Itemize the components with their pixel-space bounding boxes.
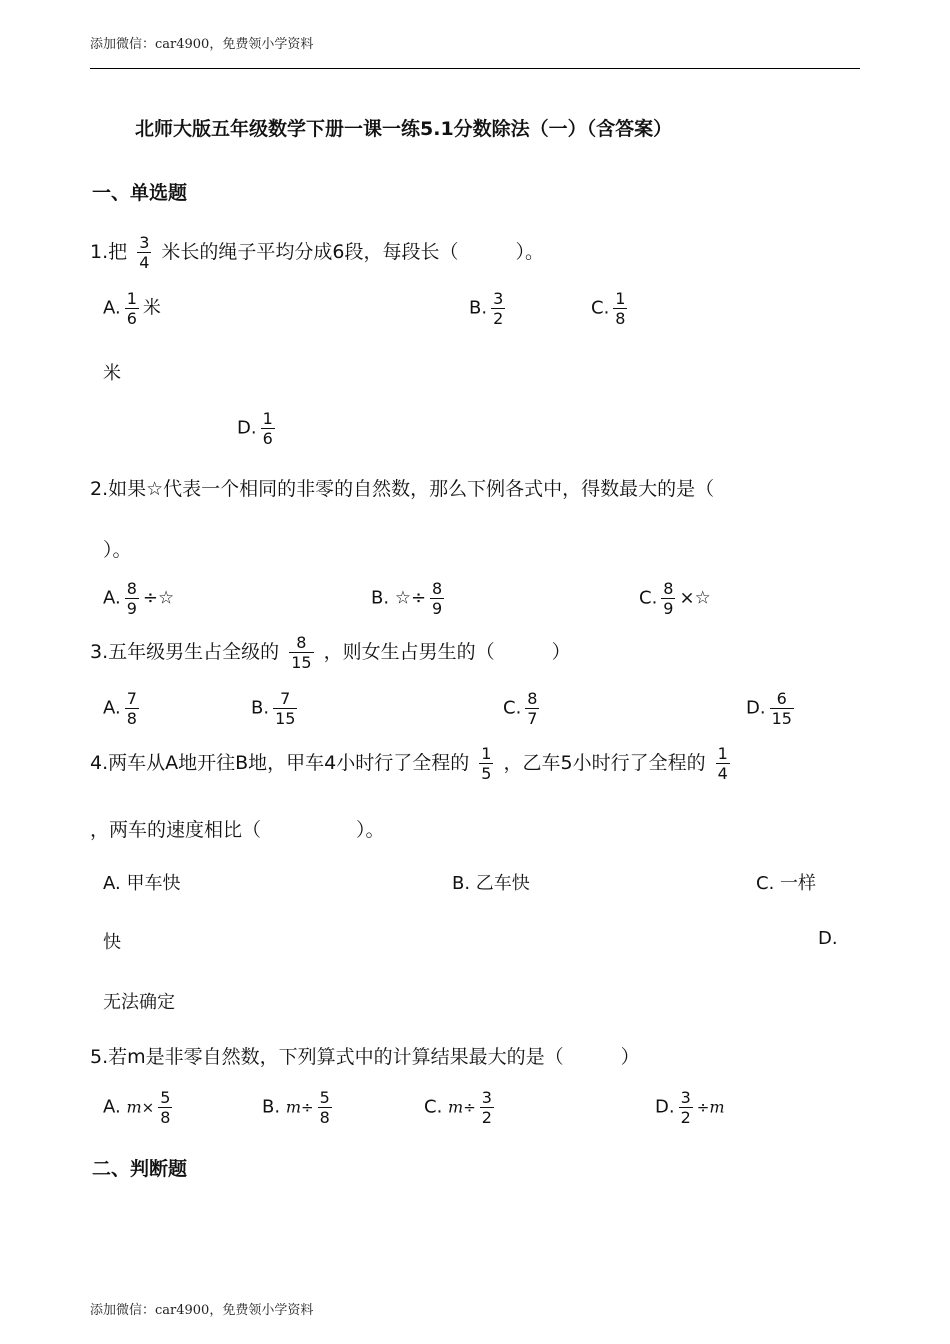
header-note: 添加微信：car4900，免费领小学资料	[90, 37, 314, 52]
q1-option-a: A. $\frac{1}{6}$ 米	[103, 289, 161, 328]
q4-option-c-cont: 快	[103, 932, 121, 953]
q3-fraction: $\frac{8}{15}$	[291, 633, 312, 672]
q1-option-c-unit: 米	[103, 363, 121, 384]
question-4-line-1: 4.两车从A地开往B地，甲车4小时行了全程的 $\frac{1}{5}$ ，乙车5小时行了全程的 $\frac{1}{4}$	[90, 744, 728, 783]
question-2-line-2: ）。	[103, 539, 132, 561]
q4-option-c: C. 一样	[756, 873, 817, 894]
document-title: 北师大版五年级数学下册一课一练5.1分数除法（一）（含答案）	[135, 118, 673, 140]
footer-note: 添加微信：car4900，免费领小学资料	[90, 1303, 314, 1318]
q2-option-b: B. ☆÷ $\frac{8}{9}$	[371, 579, 443, 618]
q1-option-b: B. $\frac{3}{2}$	[469, 289, 504, 328]
q5-option-d: D. $\frac{3}{2}$ ÷m	[655, 1088, 725, 1127]
q2-option-a: A. $\frac{8}{9}$ ÷☆	[103, 579, 175, 618]
q5-option-a: A. m× $\frac{5}{8}$	[103, 1088, 171, 1127]
question-1	[90, 233, 544, 272]
q5-option-c: C. m÷ $\frac{3}{2}$	[424, 1088, 492, 1127]
question-5: 5.若m是非零自然数，下列算式中的计算结果最大的是（ ）	[90, 1046, 640, 1068]
q3-option-a: A. $\frac{7}{8}$	[103, 689, 137, 728]
q3-option-c: C. $\frac{8}{7}$	[503, 689, 538, 728]
q4-fraction-1: $\frac{1}{5}$	[481, 744, 492, 783]
q4-option-d: D.	[818, 928, 838, 949]
section-heading-true-false: 二、判断题	[92, 1158, 188, 1180]
q2-option-c: C. $\frac{8}{9}$ ×☆	[639, 579, 711, 618]
q1-post: 米长的绳子平均分成6段，每段长（ ）。	[161, 241, 545, 263]
question-2-line-1: 2.如果☆代表一个相同的非零的自然数，那么下例各式中，得数最大的是（	[90, 478, 715, 500]
q4-option-b: B. 乙车快	[452, 873, 530, 894]
q1-option-d: D. $\frac{1}{6}$	[237, 409, 273, 448]
q5-option-b: B. m÷ $\frac{5}{8}$	[262, 1088, 330, 1127]
question-3: 3.五年级男生占全级的 $\frac{8}{15}$ ，则女生占男生的（ ）	[90, 633, 571, 672]
q4-option-d-cont: 无法确定	[103, 992, 175, 1013]
q3-option-d: D. $\frac{6}{15}$	[746, 689, 792, 728]
q4-option-a: A. 甲车快	[103, 873, 181, 894]
q3-option-b: B. $\frac{7}{15}$	[251, 689, 296, 728]
q1-option-c: C. $\frac{1}{8}$	[591, 289, 626, 328]
q1-fraction: $\frac{3}{4}$	[139, 233, 150, 272]
question-4-line-2: ，两车的速度相比（ ）。	[90, 819, 385, 841]
q1-pre: 1.把	[90, 241, 128, 263]
q4-fraction-2: $\frac{1}{4}$	[717, 744, 728, 783]
header-rule	[90, 68, 860, 69]
section-heading-single-choice: 一、单选题	[92, 182, 188, 204]
